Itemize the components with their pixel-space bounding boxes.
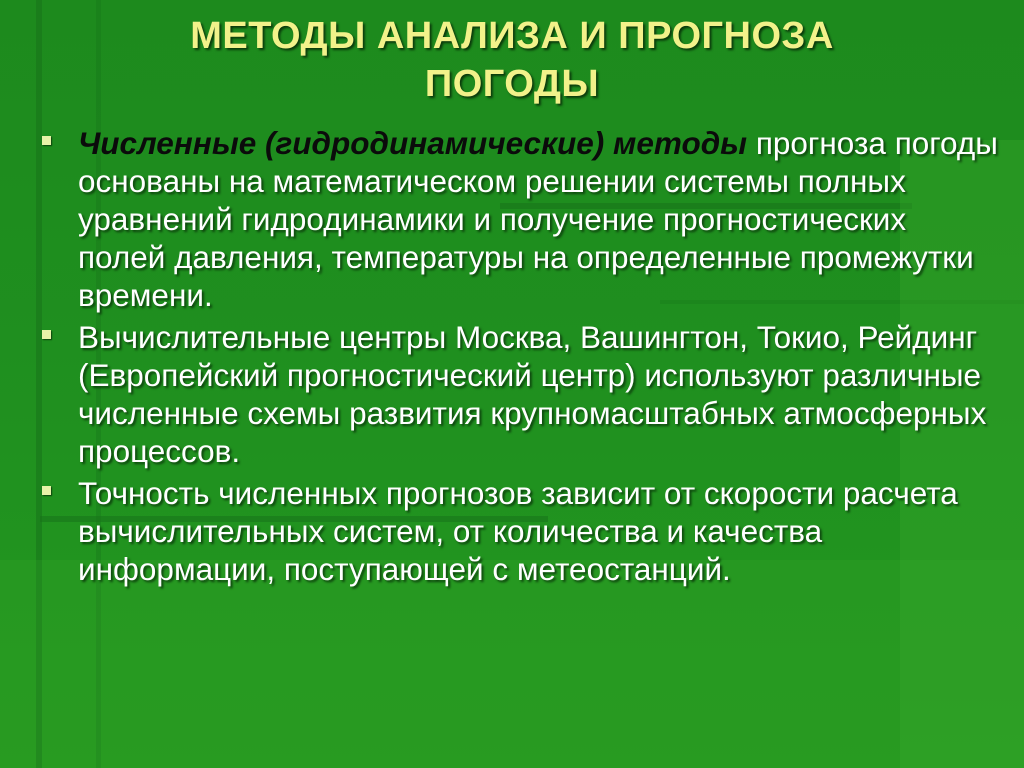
- square-bullet-icon: [42, 486, 51, 495]
- bullet-text: прогноза погоды основаны на математическом решении системы полных уравнений гидродинамики и получение прогностических полей давления, температуры на определенные промежутки времени.: [78, 125, 998, 313]
- bullet-text: Точность численных прогнозов зависит от скорости расчета вычислительных систем, от количества и качества информации, поступающей с метеостанций.: [78, 475, 958, 587]
- bullet-item: [40, 124, 1000, 314]
- bullet-text: Вычислительные центры Москва, Вашингтон, Токио, Рейдинг (Европейский прогностический центр) используют различные численные схемы развития крупномасштабных атмосферных процессов.: [78, 319, 987, 469]
- square-bullet-icon: [42, 330, 51, 339]
- slide-title-line: МЕТОДЫ АНАЛИЗА И ПРОГНОЗА: [190, 15, 834, 57]
- square-bullet-icon: [42, 136, 51, 145]
- bullet-item: [40, 318, 1000, 470]
- bullet-emphasis: Численные (гидродинамические) методы: [78, 125, 748, 161]
- slide-title-line: ПОГОДЫ: [424, 63, 600, 105]
- slide-title: [60, 12, 964, 108]
- bullet-item: [40, 474, 1000, 588]
- bullet-list: [40, 124, 1000, 592]
